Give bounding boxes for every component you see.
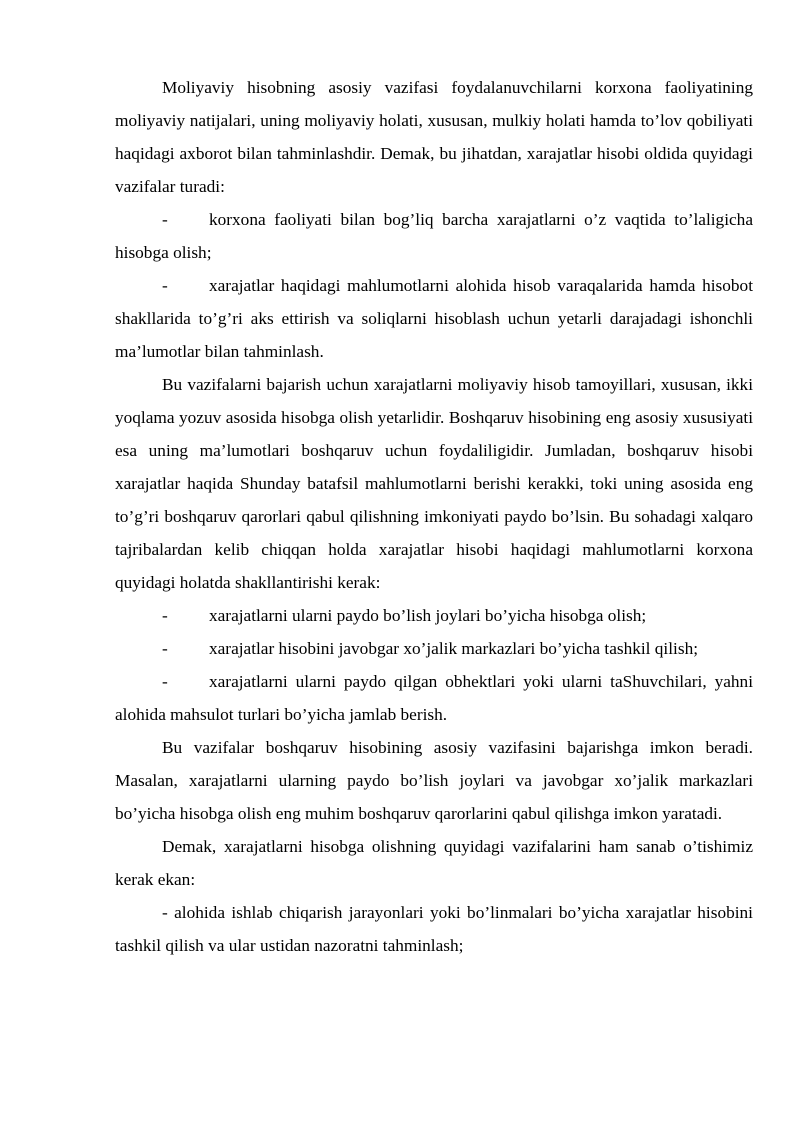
list-item — [115, 599, 753, 632]
paragraph: Moliyaviy hisobning asosiy vazifasi foydalanuvchilarni korxona faoliyatining moliyaviy natijalari, uning moliyaviy holati, xususan, mulkiy holati hamda to’lov qobiliyati haqidagi axborot bilan tahminlashdir. Demak, bu jihatdan, xarajatlar hisobi oldida quyidagi vazifalar turadi: — [115, 78, 753, 196]
list-marker: - — [162, 639, 168, 658]
list-marker: - — [162, 672, 168, 691]
list-item-text: korxona faoliyati bilan bog’liq barcha xarajatlarni o’z vaqtida to’laligicha hisobga olish; — [115, 210, 753, 262]
list-item — [115, 269, 753, 368]
list-item-text: xarajatlar haqidagi mahlumotlarni alohida hisob varaqalarida hamda hisobot shakllarida to’g’ri aks ettirish va soliqlarni hisoblash uchun yetarli darajadagi ishonchli ma’lumotlar bilan tahminlash. — [115, 276, 753, 361]
paragraph: Demak, xarajatlarni hisobga olishning quyidagi vazifalarini ham sanab o’tishimiz kerak ekan: — [115, 837, 753, 889]
list-item — [115, 665, 753, 731]
list-marker: - — [162, 276, 168, 295]
paragraph: - alohida ishlab chiqarish jarayonlari yoki bo’linmalari bo’yicha xarajatlar hisobini tashkil qilish va ular ustidan nazoratni tahminlash; — [115, 903, 753, 955]
list-item — [115, 203, 753, 269]
list-item — [115, 632, 753, 665]
list-item-text: xarajatlar hisobini javobgar xo’jalik markazlari bo’yicha tashkil qilish; — [209, 639, 699, 658]
paragraph: Bu vazifalarni bajarish uchun xarajatlarni moliyaviy hisob tamoyillari, xususan, ikki yoqlama yozuv asosida hisobga olish yetarlidir. Boshqaruv hisobining eng asosiy xususiyati esa uning ma’lumotlari boshqaruv uchun foydaliligidir. Jumladan, boshqaruv hisobi xarajatlar haqida Shunday batafsil mahlumotlarni berishi kerakki, toki uning asosida eng to’g’ri boshqaruv qarorlari qabul qilishning imkoniyati paydo bo’lsin. Bu sohadagi xalqaro tajribalardan kelib chiqqan holda xarajatlar hisobi haqidagi mahlumotlarni korxona quyidagi holatda shakllantirishi kerak: — [115, 375, 753, 592]
list-item-text: xarajatlarni ularni paydo bo’lish joylari bo’yicha hisobga olish; — [209, 606, 647, 625]
document-body — [115, 71, 753, 962]
list-marker: - — [162, 210, 168, 229]
list-marker: - — [162, 606, 168, 625]
list-item-text: xarajatlarni ularni paydo qilgan obhektlari yoki ularni taShuvchilari, yahni alohida mahsulot turlari bo’yicha jamlab berish. — [115, 672, 753, 724]
paragraph: Bu vazifalar boshqaruv hisobining asosiy vazifasini bajarishga imkon beradi. Masalan, xarajatlarni ularning paydo bo’lish joylari va javobgar xo’jalik markazlari bo’yicha hisobga olish eng muhim boshqaruv qarorlarini qabul qilishga imkon yaratadi. — [115, 738, 753, 823]
